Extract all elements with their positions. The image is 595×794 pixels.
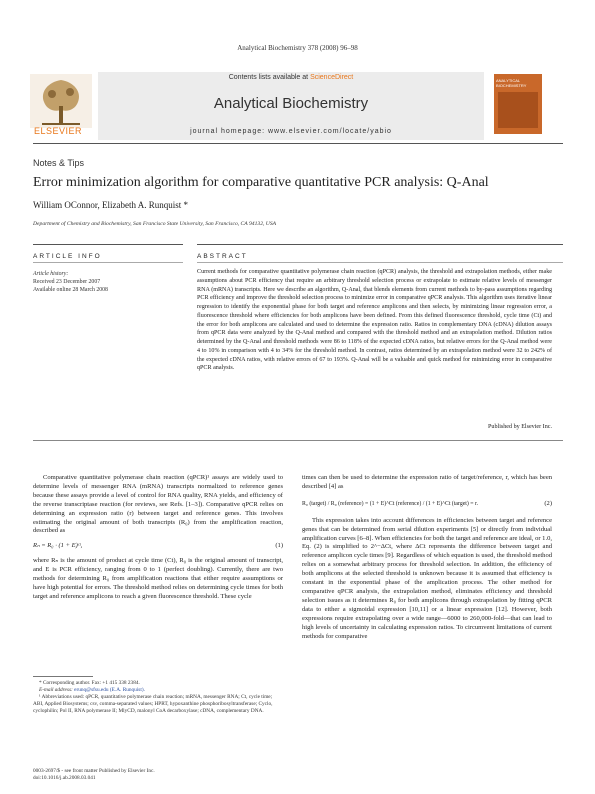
doi-line[interactable]: doi:10.1016/j.ab.2008.03.041 <box>33 775 96 781</box>
equation-2-body <box>302 500 478 509</box>
equation-1-number: (1) <box>275 542 283 550</box>
issn-line: 0003-2697/$ - see front matter Published by Elsevier Inc. <box>33 768 155 774</box>
cover-title: ANALYTICAL BIOCHEMISTRY <box>496 78 527 88</box>
received-date: Received 23 December 2007 <box>33 279 101 285</box>
article-info-subrule <box>33 262 183 263</box>
masthead-rule <box>33 143 563 144</box>
abbreviations-footnote: ¹ Abbreviations used: qPCR, quantitative polymerase chain reaction; mRNA, messenger RNA; Ct, cycle time; ABI, Applied Biosystems; csv, comma-separated values; HPRT, hypoxanthine phosphoribosyltransferase; Cyclo, cyclophilin; Pol II, RNA polymerase II; MlyCD, malonyl CoA decarboxylase; cDNA, complementary DNA. <box>33 694 273 714</box>
equation-2-number: (2) <box>544 499 552 507</box>
abstract-text: Current methods for comparative quantitative polymerase chain reaction (qPCR) analysis, the threshold and extrapolation methods, either make assumptions about PCR efficiency that require an arbitrary threshold selection process or extrapolate to estimate relative levels of messenger RNA (mRNA) transcripts. Here we describe an algorithm, Q-Anal, that blends elements from current methods to by-pass assumptions regarding PCR efficiency and improve the threshold selection process to minimize error in comparative qPCR analysis. This algorithm uses iterative linear regression to identify the exponential phase for both target and reference amplicons and then selects, by minimizing linear regression error, a fluorescence threshold where efficiencies for both amplicons have been defined. From this defined fluorescence threshold, cycle time (Ct) and the error for both amplicons are calculated and used to determine the expression ratio. Ratios in complementary DNA (cDNA) dilution assays from qPCR data were analyzed by the Q-Anal method and compared with the threshold method and an extrapolation method. Dilution ratios determined by the Q-Anal and threshold methods were 86 to 118% of the expected cDNA ratios, but relative errors for the Q-Anal method were 4 to 10% in comparison with 4 to 34% for the threshold method. In contrast, ratios determined by an extrapolation method were 32 to 242% of the expected cDNA ratios, with relative errors of 67 to 193%. Q-Anal will be a valuable and quick method for minimizing error in comparative qPCR analysis. <box>197 269 552 372</box>
contents-line <box>98 74 484 81</box>
abstract-bottom-rule <box>33 440 563 441</box>
equation-2-right: = (1 + E)^Ct (reference) / (1 + E)^Ct (target) = r. <box>365 500 479 507</box>
body-paragraph: where Rₙ is the amount of product at cycle time (Ct), R₀ is the original amount of transcript, and E is PCR efficiency, ranging from 0 to 1 (perfect doubling). Currently, there are two methods for determining R₀ from amplification reactions that either require assumptions or have high potential for errors. The threshold method relies on determining cycle times for both target and reference amplicons to reach a given fluorescence threshold. These cycle <box>33 557 283 600</box>
email-link[interactable]: erunq@sfsu.edu (E.A. Runquist). <box>74 687 145 693</box>
affiliation: Department of Chemistry and Biochemistry, San Francisco State University, San Francisco, CA 94132, USA <box>33 221 277 227</box>
contents-prefix: Contents lists available at <box>228 74 311 81</box>
article-info-heading: ARTICLE INFO <box>33 253 102 260</box>
article-title: Error minimization algorithm for comparative quantitative PCR analysis: Q-Anal <box>33 175 489 190</box>
body-left-column <box>33 474 283 602</box>
running-head: Analytical Biochemistry 378 (2008) 96–98 <box>237 44 358 52</box>
equation-1-body: Rₙ = R₀ · (1 + E)ᶜᵗ, <box>33 542 83 550</box>
abstract-subrule <box>197 262 563 263</box>
journal-title: Analytical Biochemistry <box>213 95 369 112</box>
footnotes <box>33 676 283 715</box>
body-right-column <box>302 474 552 641</box>
article-history <box>33 270 108 294</box>
journal-homepage[interactable]: journal homepage: www.elsevier.com/locate/yabio <box>190 128 392 135</box>
footnote-rule <box>33 676 93 677</box>
abstract-heading: ABSTRACT <box>197 253 248 260</box>
equation-1 <box>33 542 283 551</box>
corresponding-author-footnote: * Corresponding author. Fax: +1 415 338 2384. <box>39 680 140 686</box>
email-footnote <box>33 687 283 694</box>
available-date: Available online 28 March 2008 <box>33 287 108 293</box>
equation-2 <box>302 500 552 509</box>
publisher-logo-text: ELSEVIER <box>34 126 83 136</box>
body-paragraph: times can then be used to determine the expression ratio of target/reference, r, which has been described [4] as <box>302 474 552 490</box>
sciencedirect-link[interactable]: ScienceDirect <box>310 74 354 81</box>
history-label: Article history: <box>33 271 69 277</box>
bottom-info <box>33 768 155 782</box>
body-paragraph: Comparative quantitative polymerase chain reaction (qPCR)¹ assays are widely used to determine levels of messenger RNA (mRNA) transcripts normalized to reference genes because these assays provide a level of control for RNA quality, RNA yields, and efficiency of the reverse transcriptase reaction (for reviews, see Refs. [1–3]). Comparative qPCR relies on determining an expression ratio (r) between target and reference genes. This involves estimating the original amount of both transcripts (R₀) from the amplification reaction, described as <box>33 474 283 535</box>
body-paragraph: This expression takes into account differences in efficiencies between target and reference genes that can be determined from serial dilution experiments [5] or directly from individual amplification curves [6–8]. When efficiencies for both the target and reference are ideal, or 1.0, Eq. (2) is simplified to 2^−ΔCt, where ΔCt represents the difference between target and reference amplicon cycle times [9]. Regardless of which equation is used, the threshold method relies on a somewhat arbitrary process for threshold selection. In addition, the efficiency of both amplicons at the selected threshold is unknown because it is assumed that efficiency is constant in the exponential phase of the amplication process. The other method for comparative qPCR analysis, the extrapolation method, eliminates efficiency and threshold selection issues as it determines R₀ for both amplicons through extrapolation by fitting qPCR data to either a sigmoidal expression [10,11] or a linear expression [12]. However, both expressions require extrapolating over a wide range—6000 to 260,000-fold—that can lead to high levels of uncertainty in calculating expression ratios. To circumvent limitations of current methods for comparative <box>302 516 552 640</box>
abstract-rule <box>197 244 563 245</box>
section-tag: Notes & Tips <box>33 158 85 168</box>
article-info-rule <box>33 244 183 245</box>
elsevier-tree-logo <box>30 74 92 134</box>
email-label: E-mail address: <box>39 687 75 693</box>
equation-2-left: R₀ (target) / R₀ (reference) <box>302 500 364 507</box>
published-by: Published by Elsevier Inc. <box>488 424 552 430</box>
authors: William OConnor, Elizabeth A. Runquist * <box>33 200 189 210</box>
